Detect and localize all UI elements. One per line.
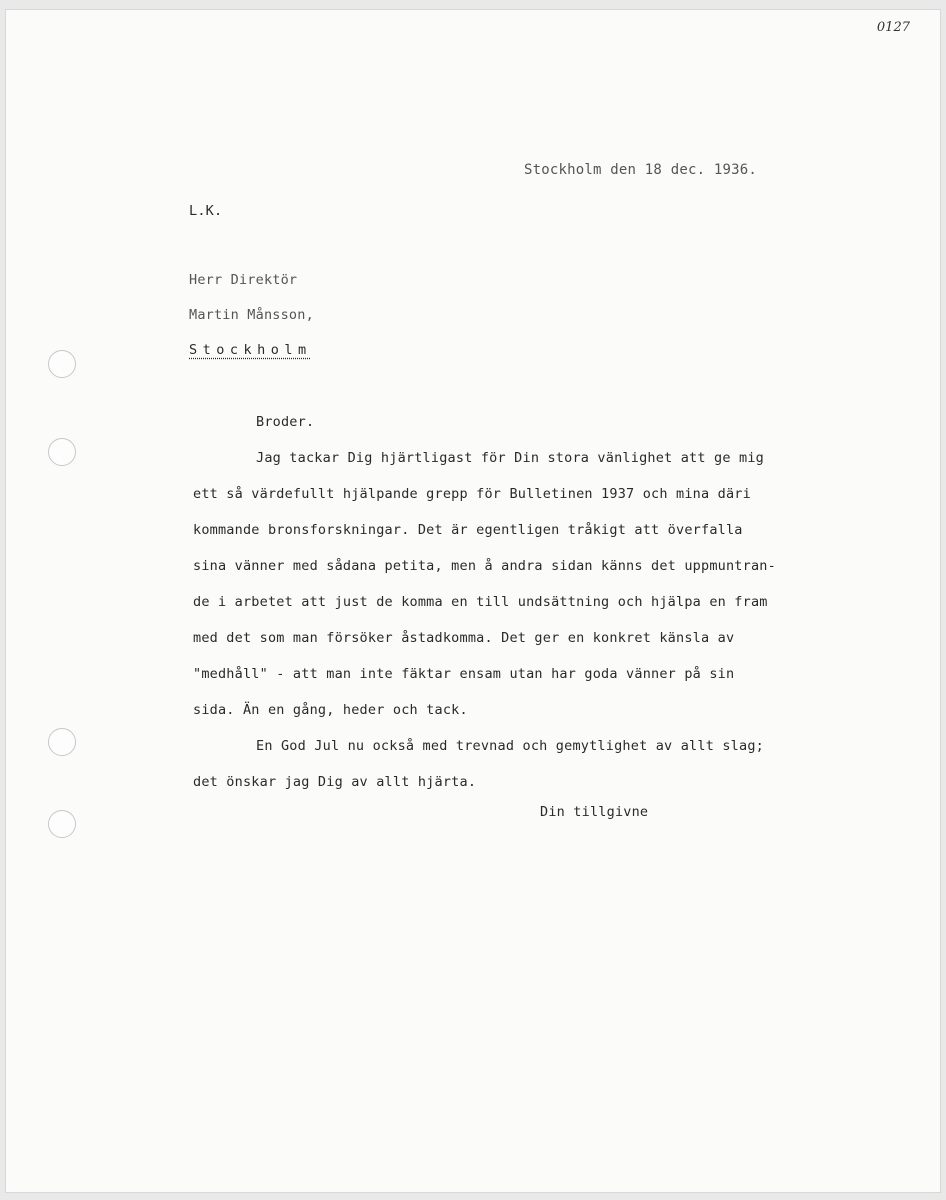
body-line: Jag tackar Dig hjärtligast för Din stora vänlighet att ge mig xyxy=(256,450,764,466)
body-line: med det som man försöker åstadkomma. Det ger en konkret känsla av xyxy=(193,630,735,646)
punch-hole xyxy=(48,728,76,756)
page-number: 0127 xyxy=(876,20,910,35)
body-line: det önskar jag Dig av allt hjärta. xyxy=(193,774,477,790)
recipient-city: Stockholm xyxy=(189,342,312,358)
body-line: En God Jul nu också med trevnad och gemytlighet av allt slag; xyxy=(256,738,764,754)
body-line: sina vänner med sådana petita, men å andra sidan känns det uppmuntran- xyxy=(193,558,776,574)
reference: L.K. xyxy=(189,203,223,219)
closing: Din tillgivne xyxy=(540,804,649,820)
letter-page xyxy=(6,10,940,1192)
body-line: de i arbetet att just de komma en till undsättning och hjälpa en fram xyxy=(193,594,768,610)
body-line: ett så värdefullt hjälpande grepp för Bulletinen 1937 och mina däri xyxy=(193,486,751,502)
recipient-name: Martin Månsson, xyxy=(189,307,314,323)
recipient-title: Herr Direktör xyxy=(189,272,298,288)
punch-hole xyxy=(48,438,76,466)
salutation: Broder. xyxy=(256,414,315,430)
body-line: sida. Än en gång, heder och tack. xyxy=(193,702,468,718)
body-line: "medhåll" - att man inte fäktar ensam utan har goda vänner på sin xyxy=(193,666,735,682)
dateline: Stockholm den 18 dec. 1936. xyxy=(524,162,757,178)
body-line: kommande bronsforskningar. Det är egentligen tråkigt att överfalla xyxy=(193,522,743,538)
punch-hole xyxy=(48,350,76,378)
punch-hole xyxy=(48,810,76,838)
